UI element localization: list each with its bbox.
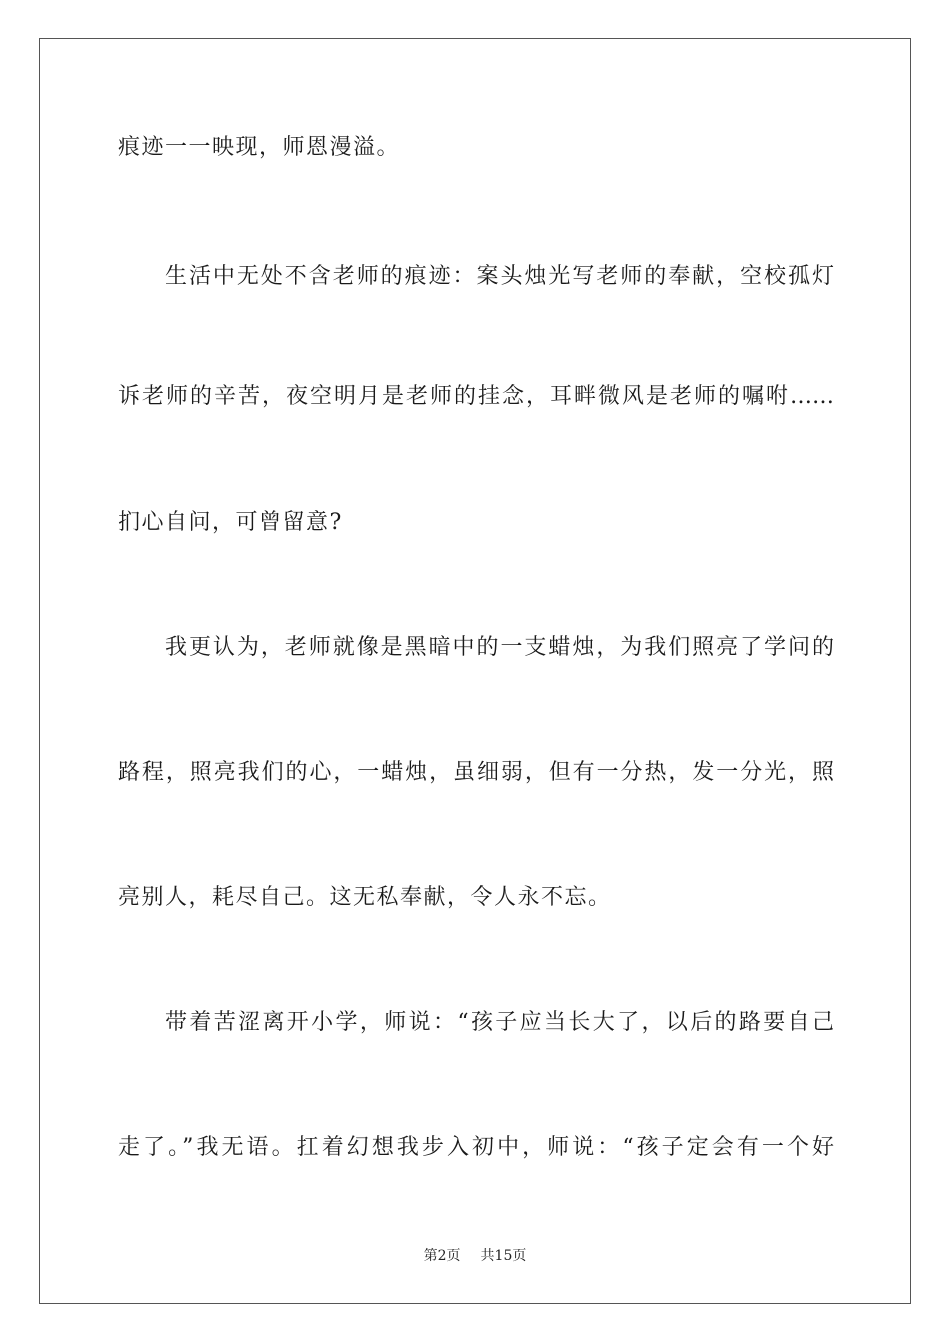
page-total: 共15页 [480, 1248, 527, 1264]
paragraph-line: 诉老师的辛苦，夜空明月是老师的挂念，耳畔微风是老师的嘱咐…… [118, 384, 834, 409]
paragraph-line: 我更认为，老师就像是黑暗中的一支蜡烛，为我们照亮了学问的 [165, 635, 834, 660]
paragraph-line: 扪心自问，可曾留意? [118, 510, 343, 535]
paragraph-line: 生活中无处不含老师的痕迹：案头烛光写老师的奉献，空校孤灯 [165, 264, 834, 289]
page-border [39, 38, 911, 1304]
paragraph-line: 亮别人，耗尽自己。这无私奉献，令人永不忘。 [118, 885, 612, 910]
page-footer [0, 1246, 950, 1266]
paragraph-line: 路程，照亮我们的心，一蜡烛，虽细弱，但有一分热，发一分光，照 [118, 760, 834, 785]
paragraph-line: 痕迹一一映现，师恩漫溢。 [118, 135, 401, 160]
paragraph-line: 带着苦涩离开小学，师说：“孩子应当长大了，以后的路要自己 [165, 1010, 834, 1035]
page-number: 第2页 [423, 1248, 461, 1264]
paragraph-line: 走了。”我无语。扛着幻想我步入初中，师说：“孩子定会有一个好 [118, 1135, 834, 1160]
